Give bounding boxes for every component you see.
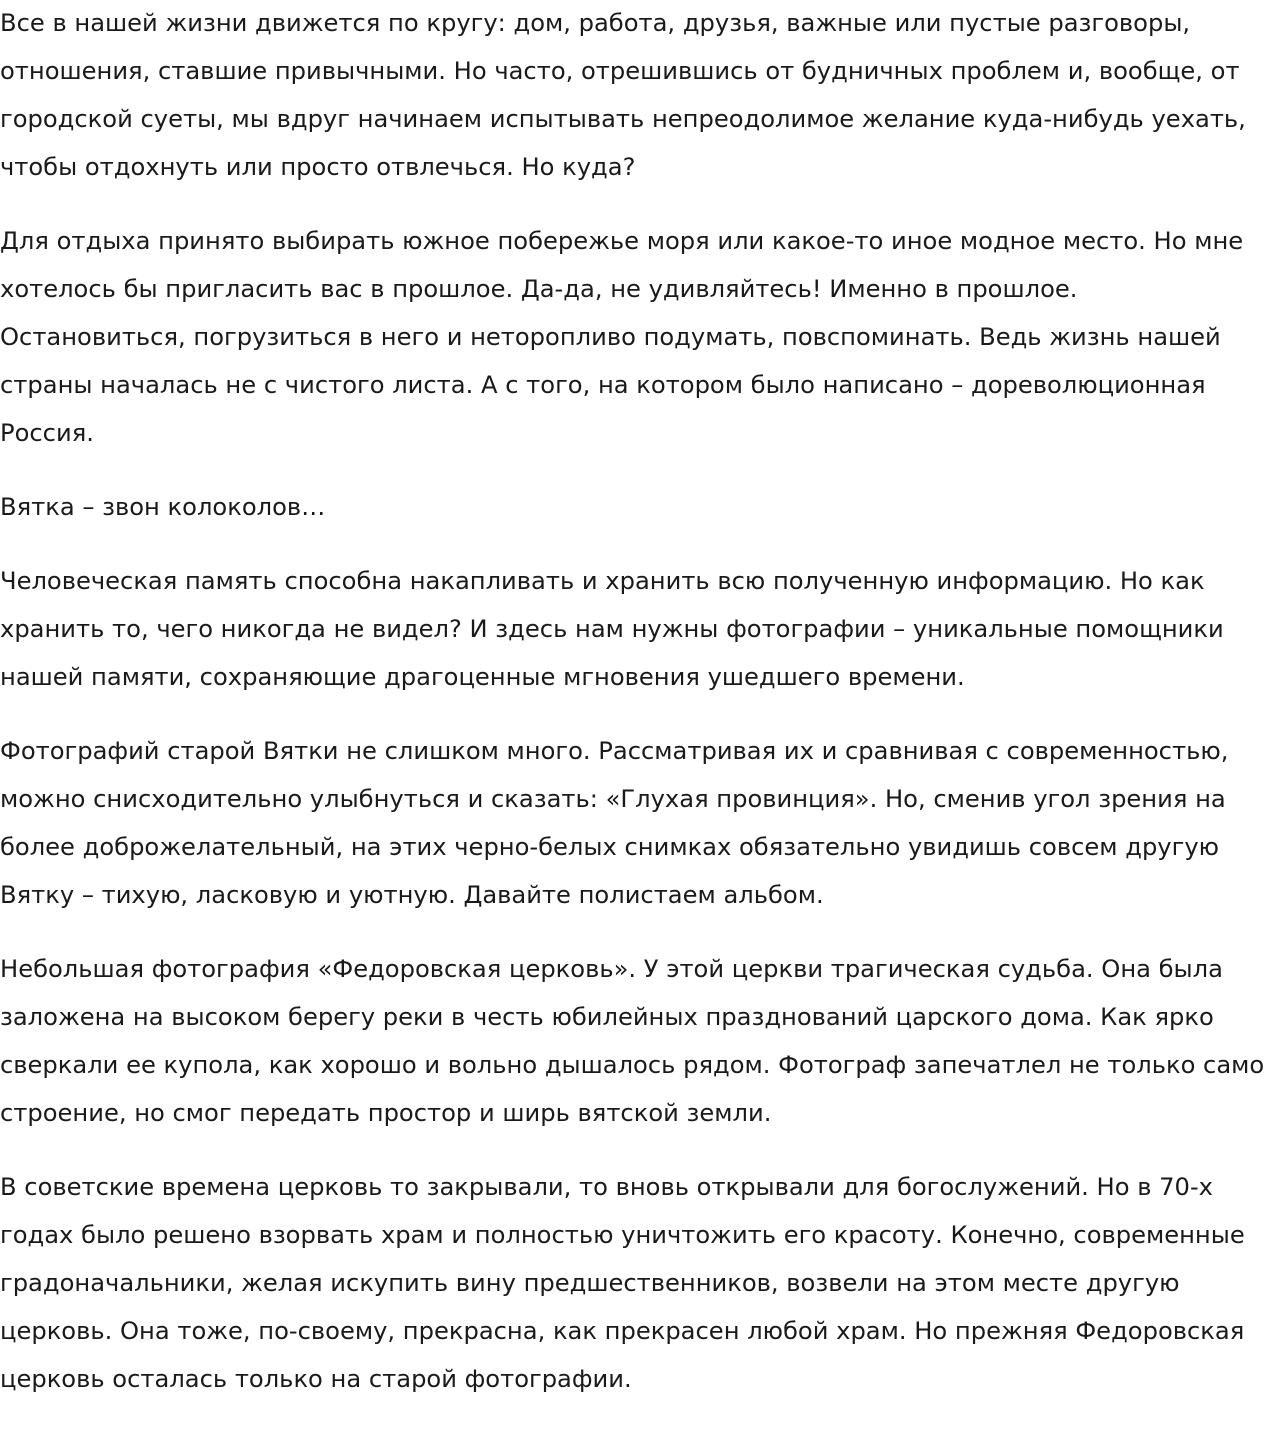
paragraph-photos: Фотографий старой Вятки не слишком много. Рассматривая их и сравнивая с современностью, можно снисходительно улыбнуться и сказать: «Глухая провинция». Но, сменив угол зрения на более доброжелательный, на этих черно-белых снимках обязательно увидишь совсем другую Вятку – тихую, ласковую и уютную. Давайте полистаем альбом. [0,737,1229,909]
paragraph-memory: Человеческая память способна накапливать и хранить всю полученную информацию. Но как хранить то, чего никогда не видел? И здесь нам нужны фотографии – уникальные помощники нашей памяти, сохраняющие драгоценные мгновения ушедшего времени. [0,567,1224,691]
paragraph-subheading: Вятка – звон колоколов… [0,493,326,521]
paragraph-invitation: Для отдыха принято выбирать южное побережье моря или какое-то иное модное место. Но мне хотелось бы пригласить вас в прошлое. Да-да, не удивляйтесь! Именно в прошлое. Остановиться, погрузиться в него и неторопливо подумать, повспоминать. Ведь жизнь нашей страны началась не с чистого листа. А с того, на котором было написано – дореволюционная Россия. [0,227,1244,447]
paragraph-soviet-times: В советские времена церковь то закрывали, то вновь открывали для богослужений. Но в 70-х годах было решено взорвать храм и полностью уничтожить его красоту. Конечно, современные градоначальники, желая искупить вину предшественников, возвели на этом месте другую церковь. Она тоже, по-своему, прекрасна, как прекрасен любой храм. Но прежняя Федоровская церковь осталась только на старой фотографии. [0,1173,1245,1393]
paragraph-intro: Все в нашей жизни движется по кругу: дом, работа, друзья, важные или пустые разговоры, отношения, ставшие привычными. Но часто, отрешившись от будничных проблем и, вообще, от городской суеты, мы вдруг начинаем испытывать непреодолимое желание куда-нибудь уехать, чтобы отдохнуть или просто отвлечься. Но куда? [0,9,1246,181]
paragraph-church: Небольшая фотография «Федоровская церковь». У этой церкви трагическая судьба. Она была заложена на высоком берегу реки в честь юбилейных празднований царского дома. Как ярко сверкали ее купола, как хорошо и вольно дышалось рядом. Фотограф запечатлел не только само строение, но смог передать простор и ширь вятской земли. [0,955,1265,1127]
